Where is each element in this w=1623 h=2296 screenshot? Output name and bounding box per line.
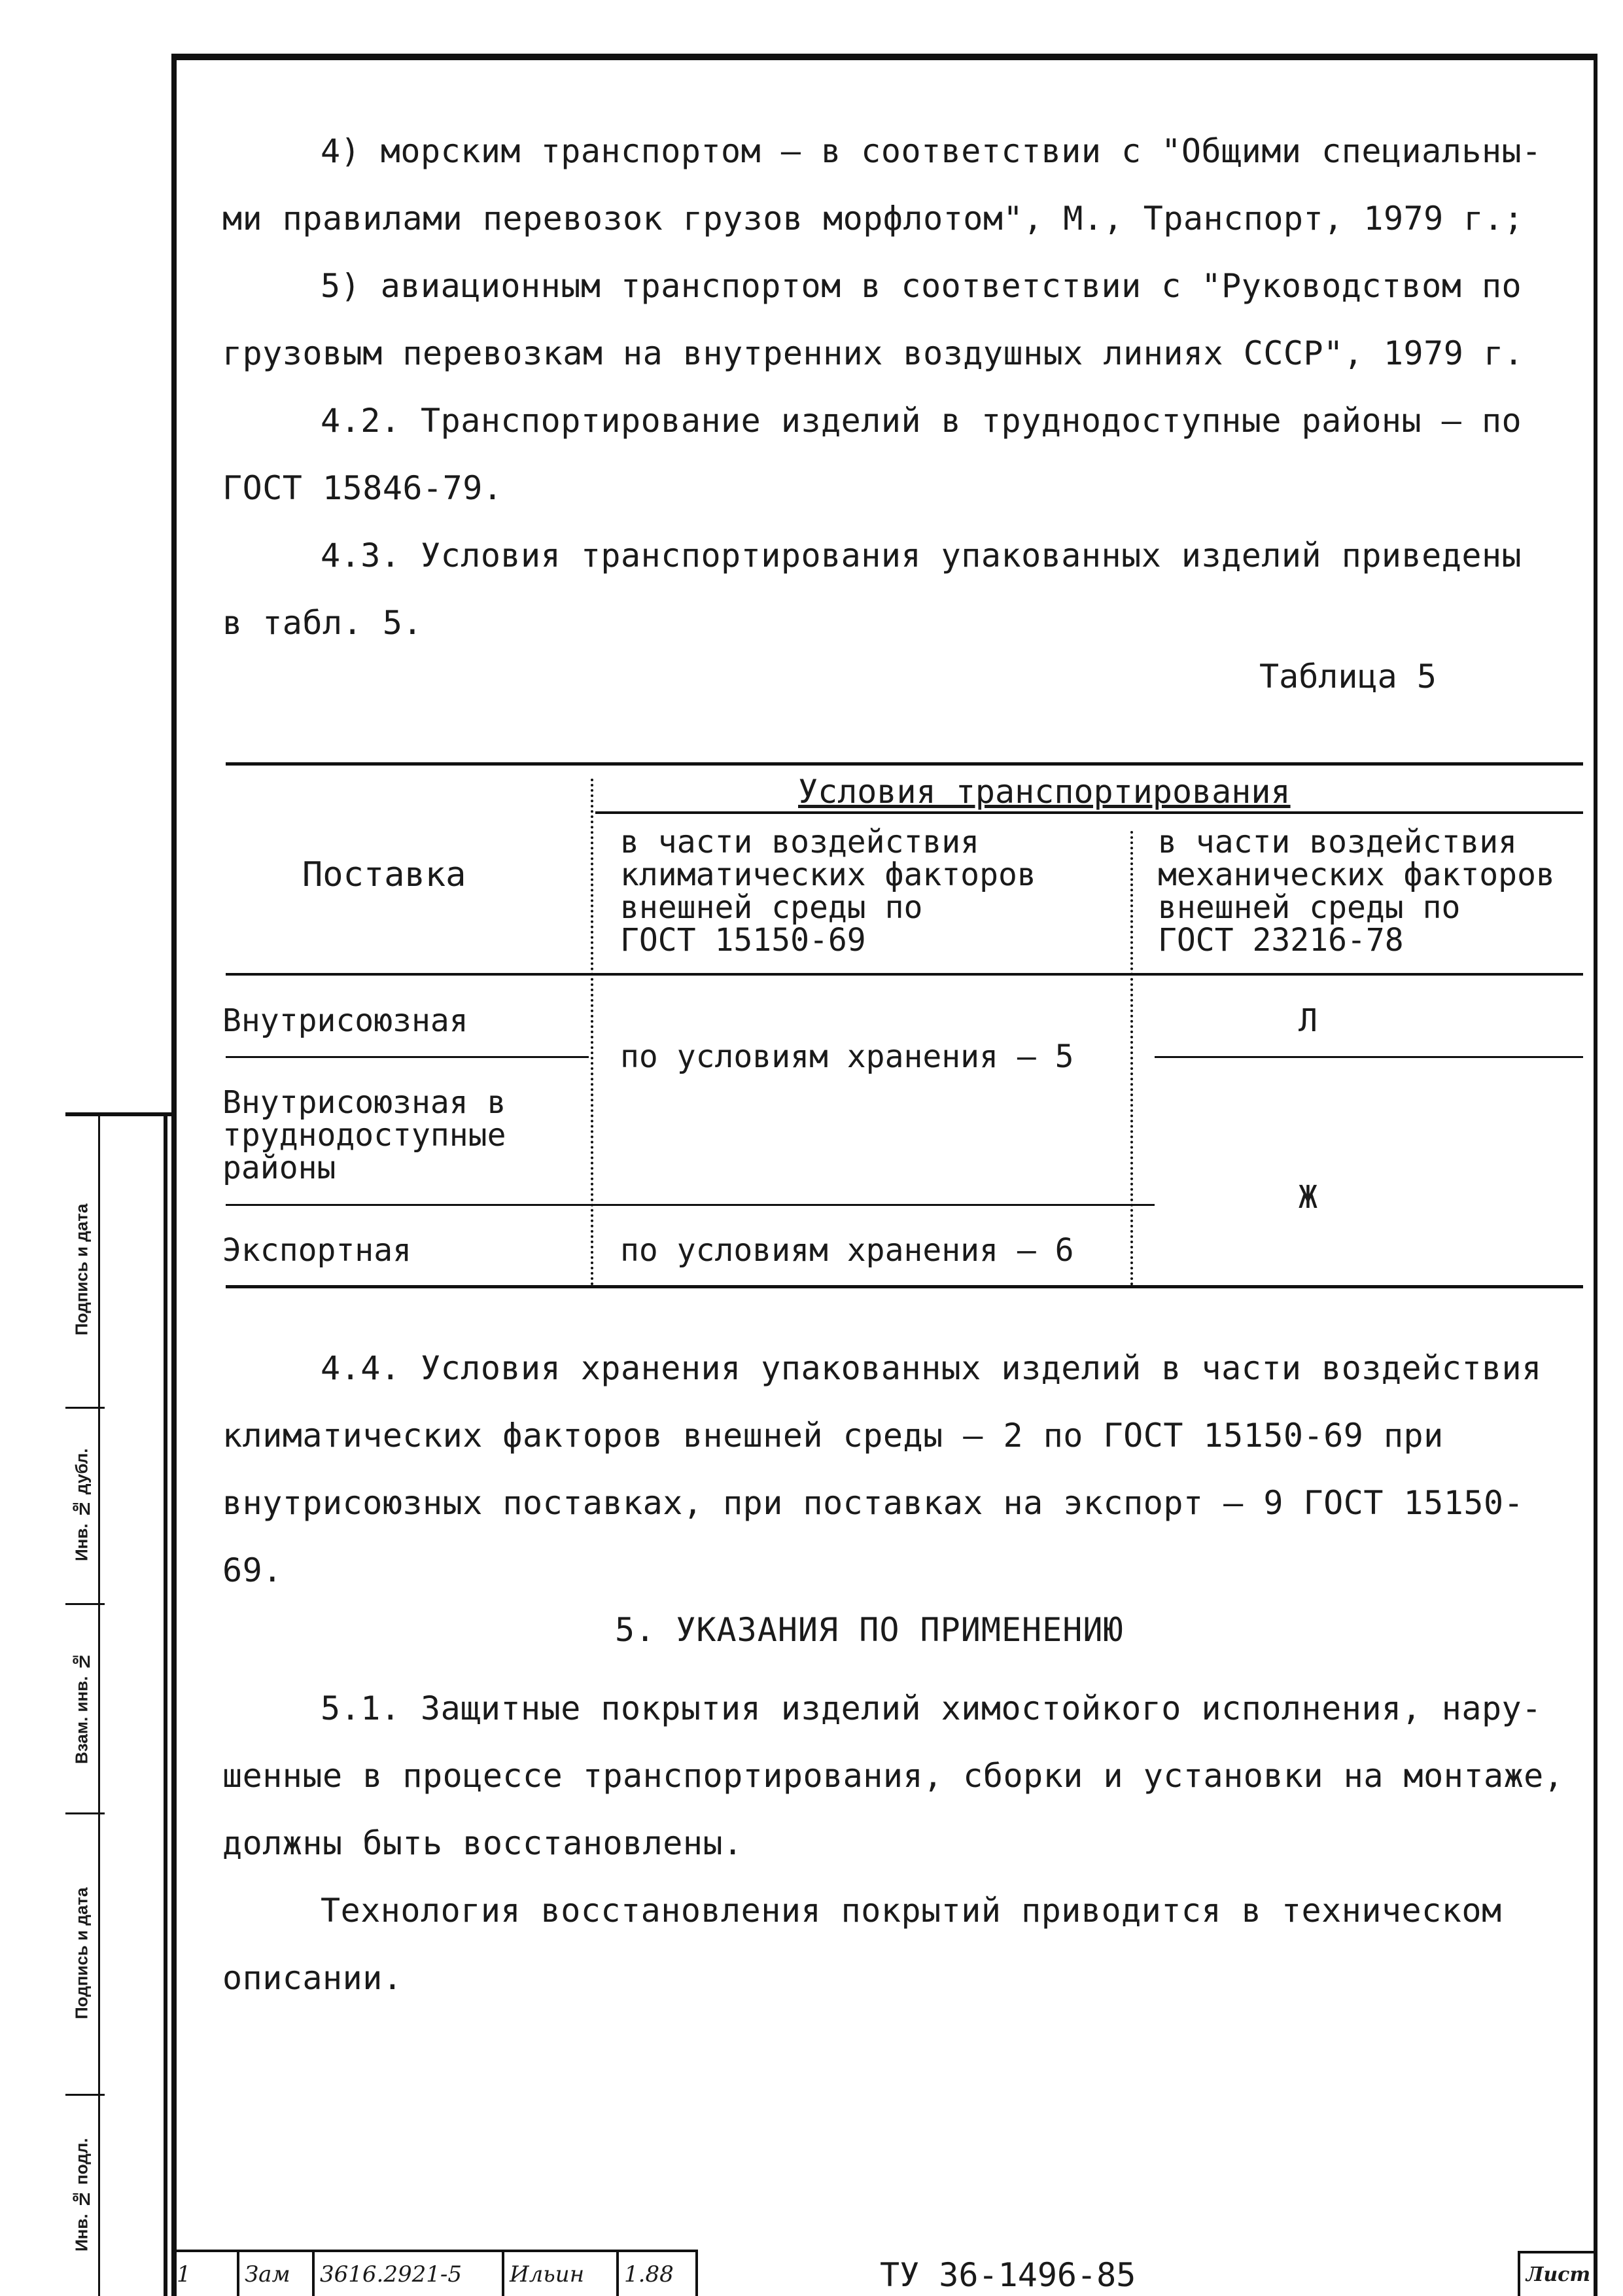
paragraph-line: 5.1. Защитные покрытия изделий химостойкого исполнения, нару- — [321, 1689, 1542, 1727]
paragraph-line: ми правилами перевозок грузов морфлотом", М., Транспорт, 1979 г.; — [222, 200, 1524, 238]
table-head-group: Условия транспортирования — [798, 773, 1291, 811]
table-head-mechanical: в части воздействия механических факторов внешней среды по ГОСТ 23216-78 — [1158, 824, 1555, 959]
sidebar-label: Инв. № дубл. — [71, 1448, 92, 1562]
paragraph-line: 4.3. Условия транспортирования упакованных изделий приведены — [321, 537, 1522, 574]
table-bottom-rule — [226, 1285, 1583, 1288]
table-cell-supply: Внутрисоюзная — [222, 1002, 468, 1039]
table-row-rule — [226, 1204, 1155, 1206]
table-row-rule — [226, 1056, 589, 1058]
paragraph-line: климатических факторов внешней среды – 2 по ГОСТ 15150-69 при — [222, 1417, 1444, 1455]
sidebar-rule — [164, 1112, 167, 2296]
sheet-label: Лист — [1518, 2251, 1596, 2296]
table-col-divider — [1130, 831, 1133, 1286]
table-group-rule — [595, 811, 1583, 814]
document-code: ТУ 36-1496-85 — [880, 2256, 1136, 2294]
table-head-climatic: в части воздействия климатических факторов внешней среды по ГОСТ 15150-69 — [620, 824, 1036, 959]
table-top-rule — [226, 762, 1583, 766]
paragraph-line: 4.4. Условия хранения упакованных изделий в части воздействия — [321, 1349, 1542, 1387]
paragraph-line: 5) авиационным транспортом в соответствии с "Руководством по — [321, 267, 1522, 305]
table-cell-mechanical: Л — [1299, 1002, 1318, 1039]
paragraph-line: грузовым перевозкам на внутренних воздушных линиях СССР", 1979 г. — [222, 334, 1524, 372]
table-head-rule — [226, 973, 1583, 976]
paragraph-line: 4) морским транспортом – в соответствии с "Общими специальны- — [321, 132, 1542, 170]
table-cell-climatic: по условиям хранения – 5 — [620, 1038, 1074, 1075]
table-row-rule — [1155, 1056, 1583, 1058]
paragraph-line: в табл. 5. — [222, 604, 423, 642]
stamp-change-no: 1 — [171, 2250, 237, 2296]
stamp-signature: Ильин — [502, 2250, 616, 2296]
table-cell-supply: Экспортная — [222, 1232, 411, 1269]
sidebar-label: Подпись и дата — [71, 1203, 92, 1335]
paragraph-line: Технология восстановления покрытий приводится в техническом — [321, 1892, 1502, 1930]
paragraph-line: ГОСТ 15846-79. — [222, 469, 503, 507]
table-caption: Таблица 5 — [1259, 658, 1437, 696]
table-cell-supply: Внутрисоюзная в труднодоступные районы — [222, 1084, 506, 1186]
table-col-divider — [591, 779, 593, 1286]
paragraph-line: внутрисоюзных поставках, при поставках на экспорт – 9 ГОСТ 15150-69. — [222, 1484, 1524, 1589]
paragraph-line: описании. — [222, 1959, 403, 1997]
stamp-doc-no: 3616.2921-5 — [312, 2250, 502, 2296]
sidebar-label: Взам. инв. № — [71, 1651, 92, 1764]
table-cell-climatic: по условиям хранения – 6 — [620, 1232, 1074, 1269]
paragraph-line: шенные в процессе транспортирования, сборки и установки на монтаже, — [222, 1757, 1564, 1795]
sidebar-label: Подпись и дата — [71, 1887, 92, 2019]
paragraph-line: должны быть восстановлены. — [222, 1824, 743, 1862]
table-cell-mechanical: Ж — [1299, 1179, 1318, 1216]
sidebar-label: Инв. № подл. — [71, 2138, 92, 2252]
paragraph-line: 4.2. Транспортирование изделий в труднодоступные районы – по — [321, 402, 1522, 440]
table-head-supply: Поставка — [302, 855, 466, 894]
section-heading: 5. УКАЗАНИЯ ПО ПРИМЕНЕНИЮ — [615, 1611, 1124, 1649]
stamp-date: 1.88 — [616, 2250, 698, 2296]
stamp-change-type: Зам — [237, 2250, 312, 2296]
